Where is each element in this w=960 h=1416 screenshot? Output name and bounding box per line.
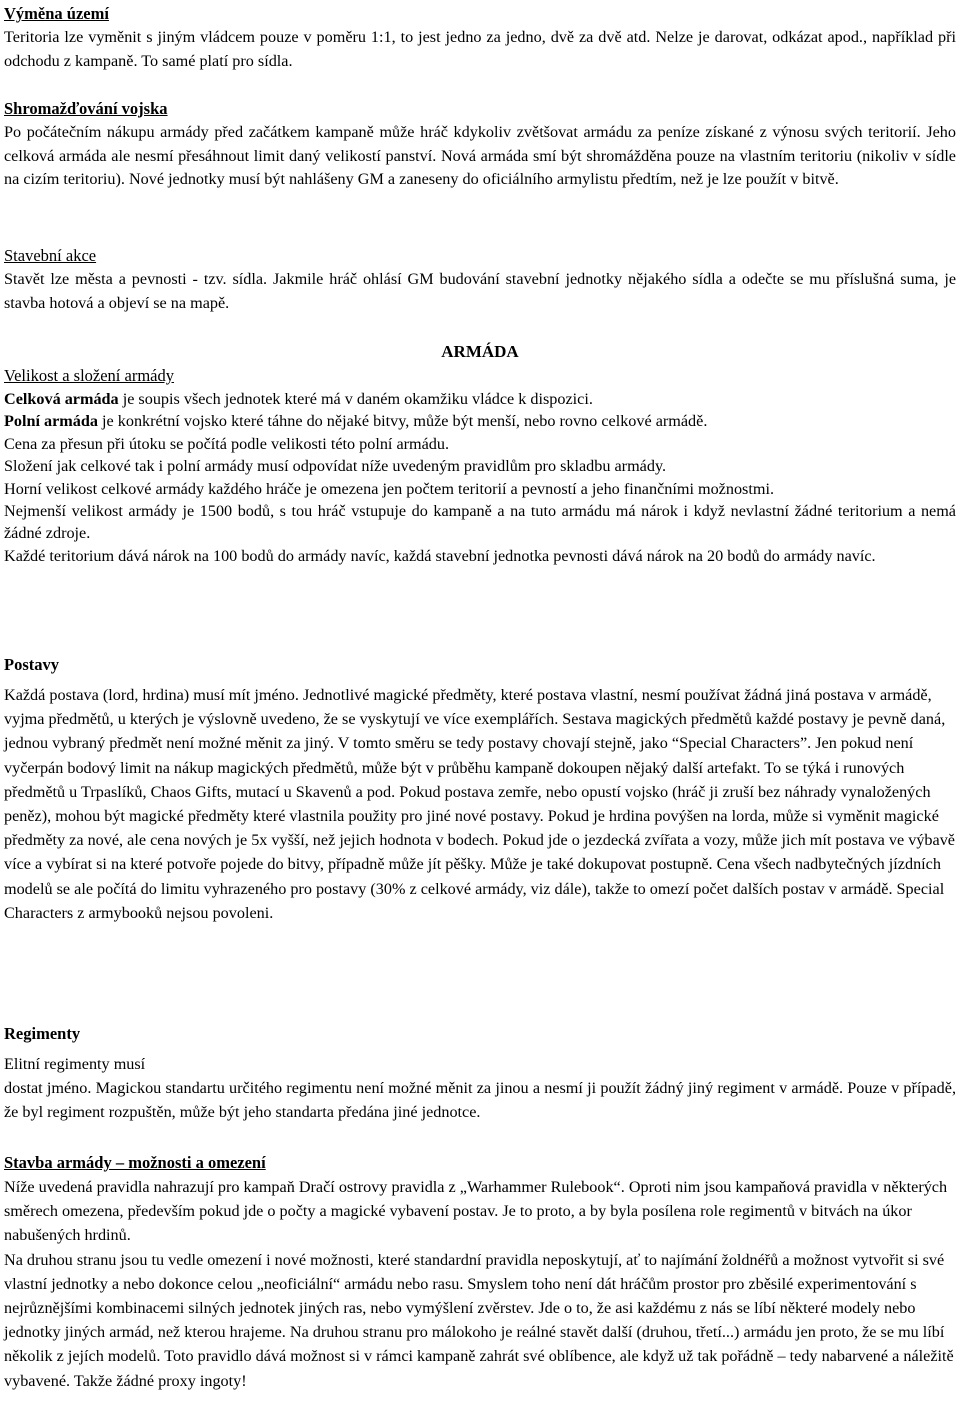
section-armada <box>4 340 956 567</box>
chapter-title: ARMÁDA <box>441 342 519 361</box>
section-heading: Postavy <box>4 655 59 674</box>
section-heading: Regimenty <box>4 1024 81 1043</box>
bold-term: Polní armáda <box>4 412 98 431</box>
section-postavy <box>4 653 956 925</box>
paragraph: Stavět lze města a pevnosti - tzv. sídla. Jakmile hráč ohlásí GM budování stavební jednotky nějakého sídla a odečte se mu příslušná suma, je stavba hotová a objeví se na mapě. <box>4 270 956 312</box>
paragraph: Horní velikost celkové armády každého hráče je omezena jen počtem teritorií a pevností a jeho finančními možnostmi. <box>4 479 774 498</box>
paragraph: Cena za přesun při útoku se počítá podle velikosti této polní armádu. <box>4 434 450 453</box>
section-heading: Stavba armády – možnosti a omezení <box>4 1153 266 1172</box>
paragraph: Každá postava (lord, hrdina) musí mít jméno. Jednotlivé magické předměty, které postava vlastní, nesmí používat žádná jiná postava v armádě, vyjma předmětů, u kterých je výslovně uvedeno, že se vyskytují ve více exemplářích. Sestava magických předmětů každé postavy je pevně daná, jednou vybraný předmět není možné měnit za jiný. V tomto směru se tedy postavy chovají stejně, jako “Special Characters”. Jen pokud není vyčerpán bodový limit na nákup magických předmětů, může být v průběhu kampaně dokoupen nějaký další artefakt. To se týká i runových předmětů u Trpaslíků, Chaos Gifts, mutací u Skavenů a pod. Pokud postava zemře, nebo opustí vojsko (hráč ji zruší bez náhrady vynaložených peněz), mohou být magické předměty které vlastnila použity pro jiné nové postavy. Pokud je hrdina povýšen na lorda, může si vyměnit magické předměty za nové, ale cena nových je 5x vyšší, než jejich hodnota v bodech. Pokud jde o jezdecká zvířata a vozy, může jich mít postava ve výbavě více a vybírat si na které potvoře pojede do bitvy, případně může jít pěšky. Může je také dokupovat postupně. Cena všech nadbytečných jízdních modelů se ale počítá do limitu vyhrazeného pro postavy (30% z celkové armády, viz dále), takže to omezí počet dalších postav v armádě. Special Characters z armybooků nejsou povoleni. <box>4 686 955 922</box>
paragraph: Na druhou stranu jsou tu vedle omezení i nové možnosti, které standardní pravidla neposkytují, ať to najímání žoldnéřů a možnost vytvořit si své vlastní jednotky a nebo dokonce celou „neoficiální“ armádu nebo rasu. Smyslem toho není dát hráčům prostor pro zběsilé experimentování s nejrůznějšími kombinacemi silných jednotek jiných ras, nebo vymýšlení zvěrstev. Jde o to, že asi každému z nás se líbí některé modely nebo jednotky jiných armád, než kterou hrajeme. Na druhou stranu pro málokoho je reálné stavět další (druhou, třetí...) armádu jen proto, že se mu líbí několik z jejích modelů. Toto pravidlo dává možnost si v rámci kampaně zahrát své oblíbence, ale když už tak pořádně – tedy nabarvené a náležitě vybavené. Takže žádné proxy ingoty! <box>4 1250 954 1390</box>
paragraph: Polní armáda je konkrétní vojsko které táhne do nějaké bitvy, může být menší, nebo rovno celkové armádě. <box>4 412 708 431</box>
paragraph: Nejmenší velikost armády je 1500 bodů, s tou hráč vstupuje do kampaně a na tuto armádu má nárok i když nevlastní žádné teritorium a nemá žádné zdroje. <box>4 502 956 543</box>
paragraph: Níže uvedená pravidla nahrazují pro kampaň Dračí ostrovy pravidla z „Warhammer Rulebook“. Oproti nim jsou kampaňová pravidla v některých směrech omezena, především pokud jde o počty a magické vybavení postav. Je to proto, a by byla posílena role regimentů v bitvách na úkor nabušených hrdinů. <box>4 1178 948 1245</box>
paragraph: Celková armáda je soupis všech jednotek které má v daném okamžiku vládce k dispozici. <box>4 390 593 408</box>
section-regimenty <box>4 1022 956 1125</box>
paragraph: Každé teritorium dává nárok na 100 bodů do armády navíc, každá stavební jednotka pevnosti dává nárok na 20 bodů do armády navíc. <box>4 546 876 565</box>
section-shromazdovani-vojska <box>4 97 956 192</box>
section-heading: Velikost a složení armády <box>4 366 174 385</box>
section-stavebni-akce <box>4 244 956 315</box>
section-heading: Výměna území <box>4 4 109 23</box>
paragraph: Po počátečním nákupu armády před začátkem kampaně může hráč kdykoliv zvětšovat armádu za peníze získané z výnosu svých teritorií. Jeho celková armáda ale nesmí přesáhnout limit daný velikostí panství. Nová armáda smí být shromážděna pouze na vlastním teritoriu (nikoliv v sídle na cizím teritoriu). Nové jednotky musí být nahlášeny GM a zaneseny do oficiálního armylistu předtím, než je lze použít v bitvě. <box>4 123 956 189</box>
section-vymena-uzemi <box>4 2 956 73</box>
paragraph: Teritoria lze vyměnit s jiným vládcem pouze v poměru 1:1, to jest jedno za jedno, dvě za dvě atd. Nelze je darovat, odkázat apod., například při odchodu z kampaně. To samé platí pro sídla. <box>4 28 956 70</box>
paragraph: dostat jméno. Magickou standartu určitého regimentu není možné měnit za jinou a nesmí ji použít žádný jiný regiment v armádě. Pouze v případě, že byl regiment rozpuštěn, může být jeho standarta předána jiné jednotce. <box>4 1079 956 1122</box>
paragraph: Složení jak celkové tak i polní armády musí odpovídat níže uvedeným pravidlům pro skladbu armády. <box>4 457 667 476</box>
section-stavba-armady <box>4 1151 956 1393</box>
section-heading: Shromažďování vojska <box>4 99 168 118</box>
bold-term: Celková armáda <box>4 390 119 408</box>
section-heading: Stavební akce <box>4 246 97 265</box>
paragraph-line: Elitní regimenty musí <box>4 1055 146 1073</box>
